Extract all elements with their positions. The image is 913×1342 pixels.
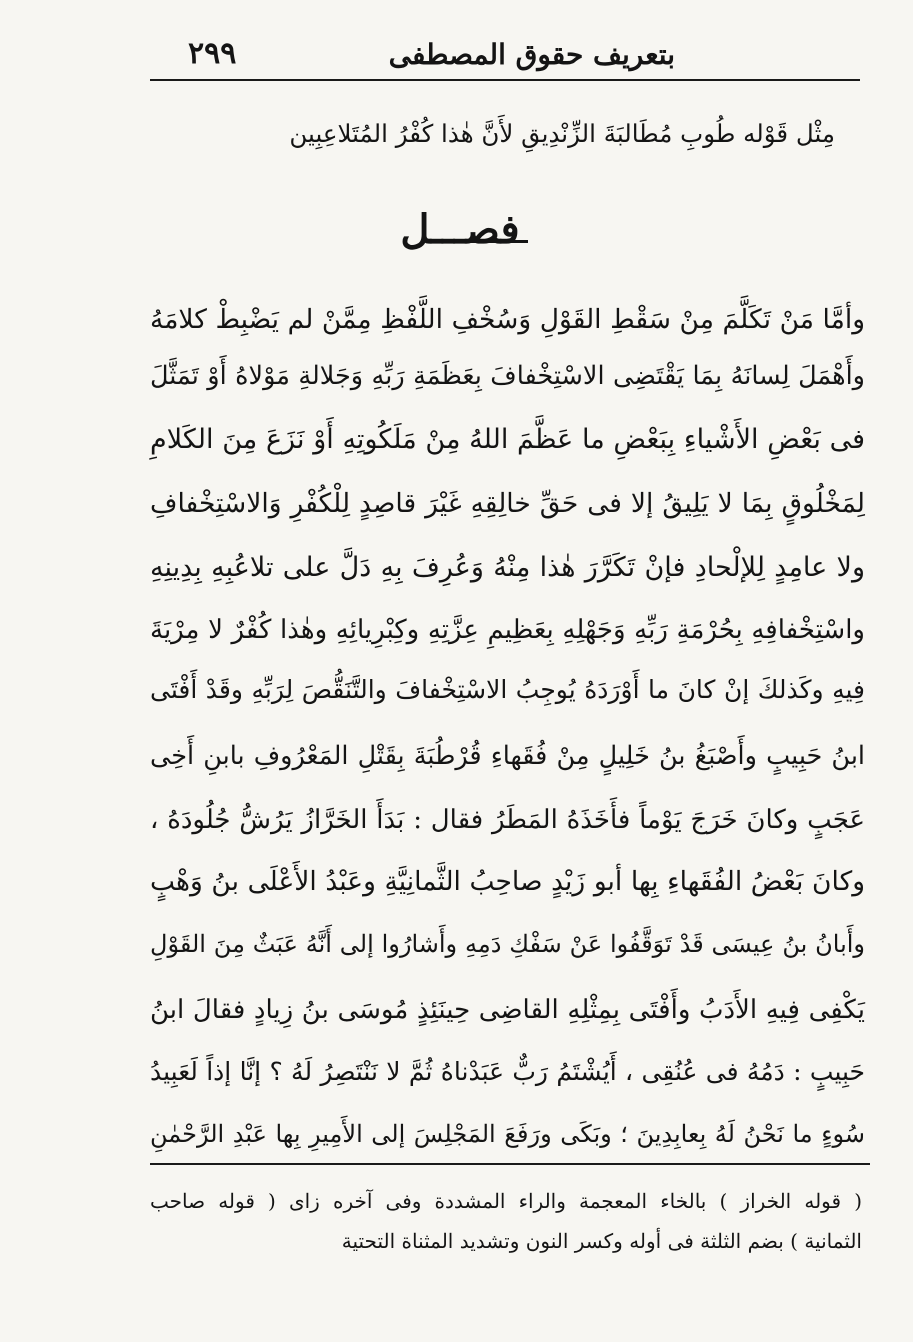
page-header xyxy=(150,34,865,74)
section-heading-underline xyxy=(468,240,528,243)
footnote-line: الثمانية ) بضم الثلثة فى أوله وكسر النون وتشديد المثناة التحتية xyxy=(341,1229,862,1253)
text-line: عَجَبٍ وكانَ خَرَجَ يَوْماً فأَخَذَهُ المَطَرُ فقال : بَدَأَ الخَرَّازُ يَرُشُّ جُلُودَهُ ، xyxy=(150,805,865,835)
intro-line: مِثْل قَوْله طُوبِ مُطَالبَةَ الزِّنْدِيقِ لأَنَّ هٰذا كُفْرُ المُتَلاعِبِين xyxy=(289,119,835,148)
text-line: فى بَعْضِ الأَشْياءِ بِبَعْضِ ما عَظَّمَ اللهُ مِنْ مَلَكُوتِهِ أَوْ نَزَعَ مِنَ الكَلامِ xyxy=(150,424,865,455)
text-line: لِمَخْلُوقٍ بِمَا لا يَلِيقُ إلا فى حَقِّ خالِقِهِ غَيْرَ قاصِدٍ لِلْكُفْرِ وَالاسْتِخْفافِ xyxy=(150,488,865,519)
text-line: وأَبانُ بنُ عِيسَى قَدْ تَوَقَّفُوا عَنْ سَفْكِ دَمِهِ وأَشارُوا إلى أَنَّهُ عَبَثٌ مِنَ القَوْلِ xyxy=(150,930,865,958)
footnote-rule xyxy=(150,1163,870,1165)
page-number: ٢٩٩ xyxy=(188,36,237,71)
running-title: بتعريف حقوق المصطفى xyxy=(388,38,675,71)
text-line: حَبِيبٍ : دَمُهُ فى عُنُقِى ، أَيُشْتَمُ رَبٌّ عَبَدْناهُ ثُمَّ لا نَنْتَصِرُ لَهُ ؟ إنَّا إذاً لَعَبِيدُ xyxy=(150,1057,865,1086)
text-line: فِيهِ وكَذلكَ إنْ كانَ ما أَوْرَدَهُ يُوجِبُ الاسْتِخْفافَ والتَّنَقُّصَ لِرَبِّهِ وقَدْ أَفْتَى xyxy=(150,675,865,704)
text-line: وأَهْمَلَ لِسانَهُ بِمَا يَقْتَضِى الاسْتِخْفافَ بِعَظَمَةِ رَبِّهِ وَجَلالةِ مَوْلاهُ أَوْ تَمَثَّلَ xyxy=(150,361,865,391)
text-line: يَكْفِى فِيهِ الأَدَبُ وأَفْتَى بِمِثْلِهِ القاضِى حِينَئِذٍ مُوسَى بنُ زِيادٍ فقالَ ابنُ xyxy=(150,995,865,1025)
text-line: ابنُ حَبِيبٍ وأَصْبَغُ بنُ خَلِيلٍ مِنْ فُقَهاءِ قُرْطُبَةَ بِقَتْلِ المَعْرُوفِ بابنِ أَخِى xyxy=(150,741,865,771)
text-line: وأمَّا مَنْ تَكَلَّمَ مِنْ سَقْطِ القَوْلِ وَسُخْفِ اللَّفْظِ مِمَّنْ لم يَضْبِطْ كلامَهُ xyxy=(150,304,865,335)
section-heading: فصـــل xyxy=(400,206,520,253)
text-line: سُوءٍ ما نَحْنُ لَهُ بِعابِدِينَ ؛ وبَكَى ورَفَعَ المَجْلِسَ إلى الأَمِيرِ بِها عَبْدِ الرَّحْمٰنِ xyxy=(150,1120,865,1148)
text-line: وكانَ بَعْضُ الفُقَهاءِ بِها أبو زَيْدٍ صاحِبُ الثَّمانِيَّةِ وعَبْدُ الأَعْلَى بنُ وَهْبٍ xyxy=(150,866,865,897)
header-rule xyxy=(150,79,860,81)
text-line: واسْتِخْفافِهِ بِحُرْمَةِ رَبِّهِ وَجَهْلِهِ بِعَظِيمِ عِزَّتِهِ وكِبْرِيائِهِ وهٰذا كُفْرٌ لا مِرْيَةَ xyxy=(150,615,865,645)
footnote-line: ( قوله الخراز ) بالخاء المعجمة والراء المشددة وفى آخره زاى ( قوله صاحب xyxy=(150,1189,862,1213)
text-line: ولا عامِدٍ لِلإلْحادِ فإنْ تَكَرَّرَ هٰذا مِنْهُ وَعُرِفَ بِهِ دَلَّ على تلاعُبِهِ بِدِينِهِ xyxy=(150,552,865,583)
